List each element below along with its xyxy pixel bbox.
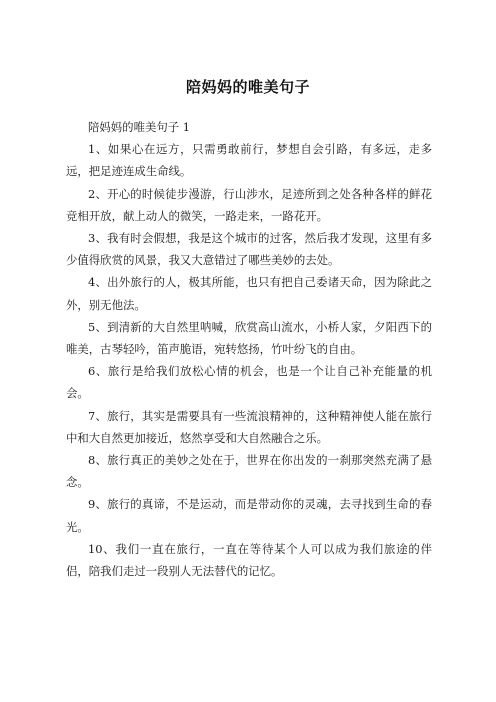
- paragraph-3: 3、我有时会假想，我是这个城市的过客，然后我才发现，这里有多少值得欣赏的风景，我又大意错过了哪些美妙的去处。: [66, 231, 432, 268]
- paragraph-9: 9、旅行的真谛，不是运动，而是带动你的灵魂，去寻找到生命的春光。: [66, 497, 432, 534]
- paragraph-6: 6、旅行是给我们放松心情的机会，也是一个让自己补充能量的机会。: [66, 364, 432, 401]
- paragraph-8: 8、旅行真正的美妙之处在于，世界在你出发的一刹那突然充满了悬念。: [66, 453, 432, 490]
- paragraph-1: 1、如果心在远方，只需勇敢前行，梦想自会引路，有多远，走多远，把足迹连成生命线。: [66, 142, 432, 179]
- paragraph-10: 10、我们一直在旅行，一直在等待某个人可以成为我们旅途的伴侣，陪我们走过一段别人无法替代的记忆。: [66, 541, 432, 579]
- document-body: [66, 116, 432, 582]
- section-subtitle: 陪妈妈的唯美句子 1: [88, 120, 190, 134]
- paragraph-2: 2、开心的时候徒步漫游，行山涉水，足迹所到之处各种各样的鲜花竞相开放，献上动人的微笑，一路走来，一路花开。: [66, 186, 432, 223]
- document-title: 陪妈妈的唯美句子: [185, 78, 310, 96]
- paragraph-4: 4、出外旅行的人，极其所能，也只有把自己委诸天命，因为除此之外，别无他法。: [66, 275, 432, 312]
- paragraph-7: 7、旅行，其实是需要具有一些流浪精神的，这种精神使人能在旅行中和大自然更加接近，悠然享受和大自然融合之乐。: [66, 408, 432, 445]
- paragraph-5: 5、到清新的大自然里呐喊，欣赏高山流水，小桥人家，夕阳西下的唯美，古琴轻吟，笛声脆语，宛转悠扬，竹叶纷飞的自由。: [66, 319, 432, 357]
